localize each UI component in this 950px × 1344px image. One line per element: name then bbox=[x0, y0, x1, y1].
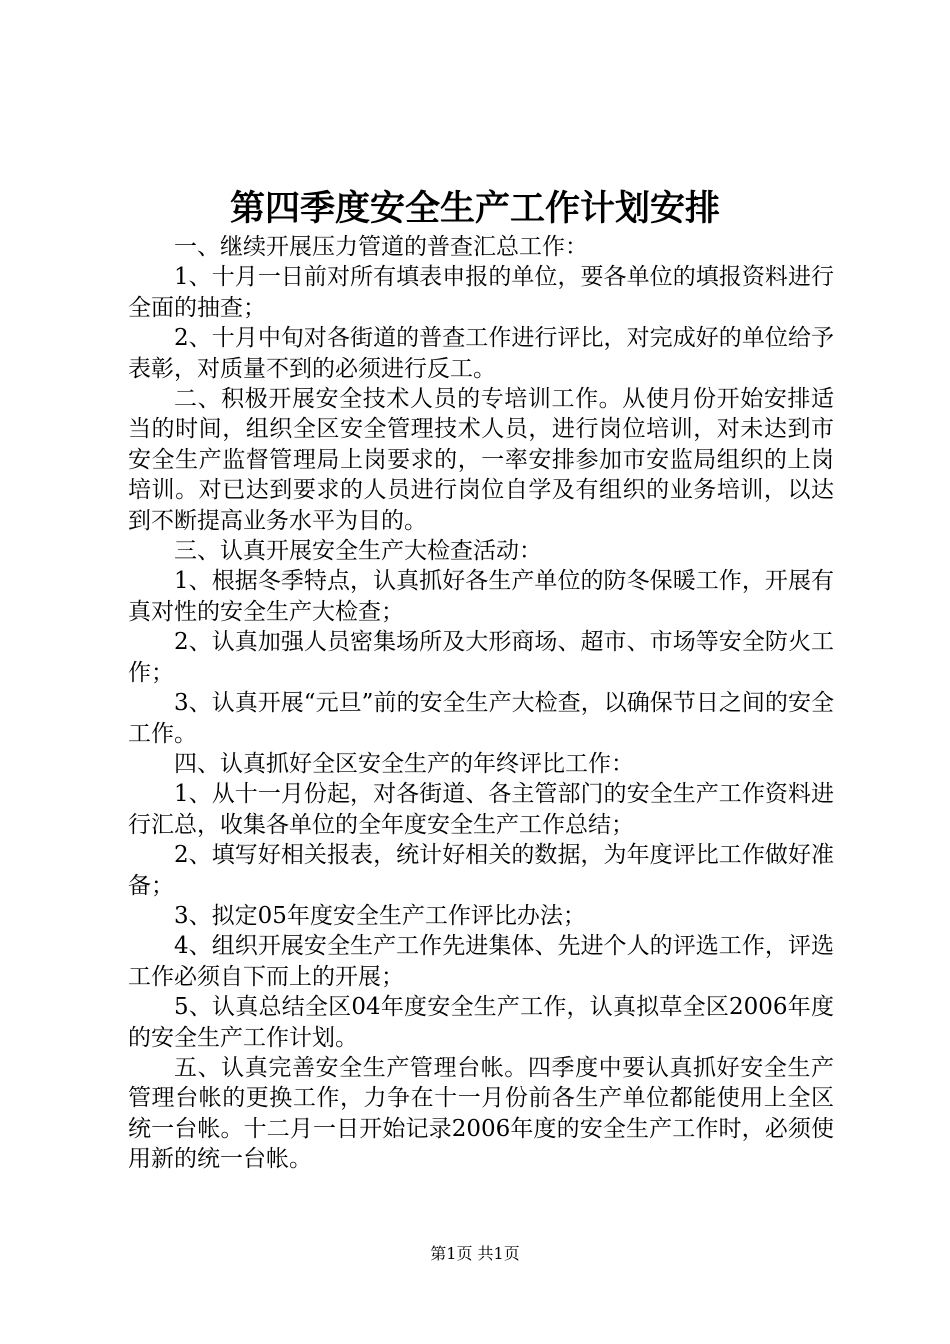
paragraph: 四、认真抓好全区安全生产的年终评比工作： bbox=[174, 750, 634, 777]
paragraph: 1、十月一日前对所有填表申报的单位，要各单位的填报资料进行全面的抽查； bbox=[128, 264, 834, 321]
page-footer: 第1页 共1页 bbox=[430, 1244, 520, 1263]
paragraph: 4、组织开展安全生产工作先进集体、先进个人的评选工作，评选工作必须自下而上的开展； bbox=[128, 933, 834, 990]
paragraph: 2、填写好相关报表，统计好相关的数据，为年度评比工作做好准备； bbox=[128, 842, 834, 899]
paragraph: 二、积极开展安全技术人员的专培训工作。从使月份开始安排适当的时间，组织全区安全管理技术人员，进行岗位培训，对未达到市安全生产监督管理局上岗要求的，一率安排参加市安监局组织的上岗培训。对已达到要求的人员进行岗位自学及有组织的业务培训，以达到不断提高业务水平为目的。 bbox=[128, 386, 834, 534]
paragraph: 一、继续开展压力管道的普查汇总工作： bbox=[174, 234, 588, 260]
paragraph: 1、根据冬季特点，认真抓好各生产单位的防冬保暖工作，开展有真对性的安全生产大检查； bbox=[128, 568, 834, 625]
document-body bbox=[128, 232, 834, 1175]
paragraph: 2、十月中旬对各街道的普查工作进行评比，对完成好的单位给予表彰，对质量不到的必须进行反工。 bbox=[128, 325, 834, 382]
paragraph: 三、认真开展安全生产大检查活动： bbox=[174, 538, 542, 565]
paragraph: 5、认真总结全区04年度安全生产工作，认真拟草全区2006年度的安全生产工作计划。 bbox=[128, 994, 834, 1051]
paragraph: 2、认真加强人员密集场所及大形商场、超市、市场等安全防火工作； bbox=[128, 629, 834, 686]
paragraph: 3、认真开展“元旦”前的安全生产大检查，以确保节日之间的安全工作。 bbox=[128, 690, 834, 747]
paragraph: 3、拟定05年度安全生产工作评比办法； bbox=[174, 902, 586, 929]
paragraph: 五、认真完善安全生产管理台帐。四季度中要认真抓好安全生产管理台帐的更换工作，力争在十一月份前各生产单位都能使用上全区统一台帐。十二月一日开始记录2006年度的安全生产工作时，必须使用新的统一台帐。 bbox=[128, 1054, 834, 1173]
paragraph: 1、从十一月份起，对各街道、各主管部门的安全生产工作资料进行汇总，收集各单位的全年度安全生产工作总结； bbox=[128, 781, 834, 838]
document-title: 第四季度安全生产工作计划安排 bbox=[229, 188, 720, 229]
